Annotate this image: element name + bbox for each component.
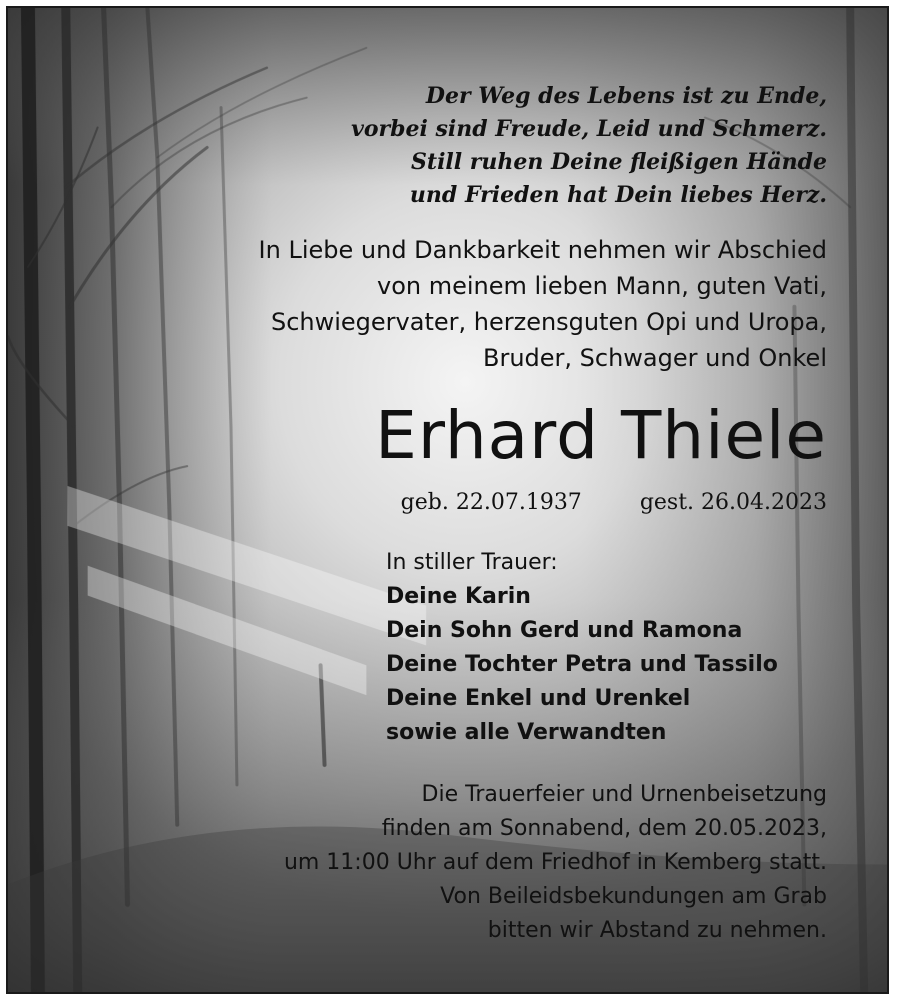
- service-line: Von Beileidsbekundungen am Grab: [440, 884, 827, 909]
- intro-line: In Liebe und Dankbarkeit nehmen wir Abschied: [258, 236, 827, 264]
- poem-line: Der Weg des Lebens ist zu Ende,: [425, 83, 827, 109]
- memorial-poem: [351, 80, 827, 212]
- mourner-entry: sowie alle Verwandten: [386, 720, 667, 745]
- poem-line: Still ruhen Deine fleißigen Hände: [411, 149, 827, 175]
- poem-line: vorbei sind Freude, Leid und Schmerz.: [351, 116, 827, 142]
- mourner-entry: Deine Tochter Petra und Tassilo: [386, 652, 778, 677]
- intro-line: von meinem lieben Mann, guten Vati,: [377, 272, 827, 300]
- farewell-intro: [259, 232, 827, 376]
- life-dates: [401, 488, 827, 518]
- service-line: bitten wir Abstand zu nehmen.: [487, 918, 827, 943]
- service-line: um 11:00 Uhr auf dem Friedhof in Kemberg statt.: [283, 850, 827, 875]
- mourner-entry: Dein Sohn Gerd und Ramona: [386, 618, 743, 643]
- obituary-notice: [6, 6, 889, 994]
- notice-content: [8, 8, 887, 992]
- birth-date: geb. 22.07.1937: [400, 490, 582, 515]
- deceased-name: Erhard Thiele: [375, 397, 827, 474]
- intro-line: Bruder, Schwager und Onkel: [482, 344, 827, 372]
- mourner-entry: Deine Karin: [386, 584, 531, 609]
- service-line: Die Trauerfeier und Urnenbeisetzung: [421, 782, 827, 807]
- poem-line: und Frieden hat Dein liebes Herz.: [409, 182, 827, 208]
- intro-line: Schwiegervater, herzensguten Opi und Uropa,: [270, 308, 827, 336]
- mourners-block: [386, 546, 778, 750]
- service-announcement: [284, 778, 827, 948]
- death-date: gest. 26.04.2023: [639, 490, 827, 515]
- service-line: finden am Sonnabend, dem 20.05.2023,: [381, 816, 827, 841]
- mourners-lead: In stiller Trauer:: [386, 550, 558, 575]
- mourner-entry: Deine Enkel und Urenkel: [386, 686, 691, 711]
